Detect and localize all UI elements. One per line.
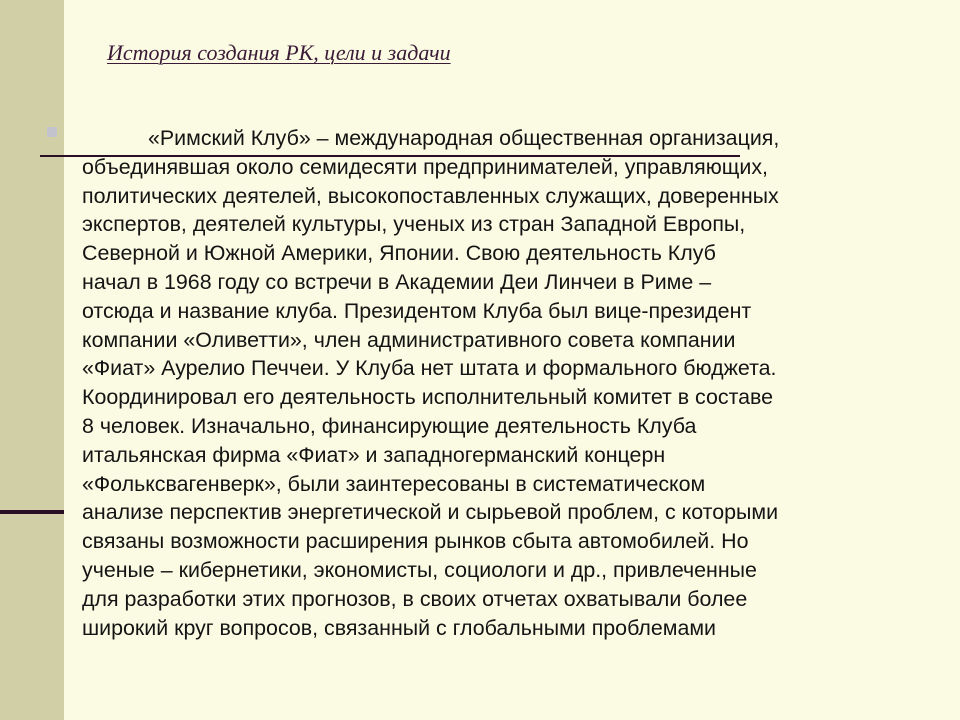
side-panel <box>0 0 64 720</box>
paragraph-line: «Фольксвагенверк», были заинтересованы в систематическом <box>82 471 706 496</box>
paragraph-line: отсюда и название клуба. Президентом Клуба был вице-президент <box>82 298 752 323</box>
paragraph-line: «Фиат» Аурелио Печчеи. У Клуба нет штата и формального бюджета. <box>82 356 777 381</box>
paragraph-line: начал в 1968 году со встречи в Академии Деи Линчеи в Риме – <box>82 269 712 294</box>
paragraph-line: политических деятелей, высокопоставленных служащих, доверенных <box>82 183 779 208</box>
paragraph-line: для разработки этих прогнозов, в своих отчетах охватывали более <box>82 586 748 611</box>
slide-title: История создания РК, цели и задачи <box>107 40 451 65</box>
paragraph-line: экспертов, деятелей культуры, ученых из стран Западной Европы, <box>82 212 746 237</box>
paragraph-line: связаны возможности расширения рынков сбыта автомобилей. Но <box>82 529 749 554</box>
paragraph-line: итальянская фирма «Фиат» и западногерманский концерн <box>82 442 666 467</box>
paragraph-line: широкий круг вопросов, связанный с глобальными проблемами <box>82 615 716 640</box>
body-paragraph <box>82 124 952 642</box>
paragraph-line: анализе перспектив энергетической и сырьевой проблем, с которыми <box>82 500 779 525</box>
paragraph-line: 8 человек. Изначально, финансирующие деятельность Клуба <box>82 413 697 438</box>
square-bullet-icon <box>47 127 57 137</box>
paragraph-line: компании «Оливетти», член административного совета компании <box>82 327 736 352</box>
paragraph-line: ученые – кибернетики, экономисты, социологи и др., привлеченные <box>82 557 757 582</box>
paragraph-line: Северной и Южной Америки, Японии. Свою деятельность Клуб <box>82 241 716 266</box>
paragraph-line: Координировал его деятельность исполнительный комитет в составе <box>82 385 774 410</box>
paragraph-line: объединявшая около семидесяти предпринимателей, управляющих, <box>82 154 768 179</box>
side-panel-rule <box>0 510 64 514</box>
paragraph-line: «Римский Клуб» – международная общественная организация, <box>148 126 780 150</box>
